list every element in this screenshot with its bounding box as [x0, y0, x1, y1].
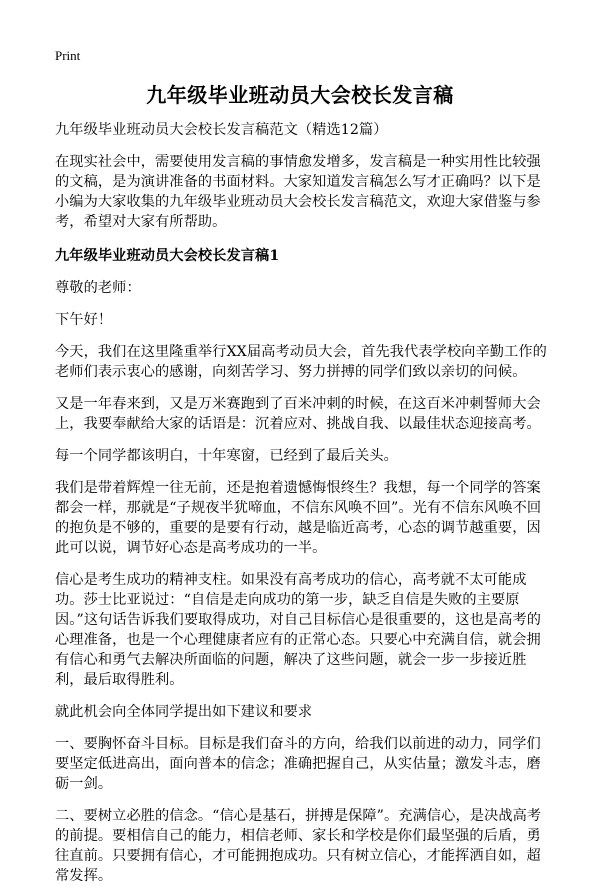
section-heading: 九年级毕业班动员大会校长发言稿1 [55, 248, 280, 264]
paragraph-body: 今天，我们在这里隆重举行XX届高考动员大会，首先我代表学校向辛勤工作的老师们表示衷心的感谢，向刻苦学习、努力拼搏的同学们致以亲切的问候。 [55, 344, 547, 380]
document-subtitle: 九年级毕业班动员大会校长发言稿范文（精选12篇） [55, 122, 388, 138]
intro-paragraph: 在现实社会中，需要使用发言稿的事情愈发增多，发言稿是一种实用性比较强的文稿，是为演讲准备的书面材料。大家知道发言稿怎么写才正确吗？以下是小编为大家收集的九年级毕业班动员大会校长发言稿范文，欢迎大家借鉴与参考，希望对大家有所帮助。 [55, 154, 541, 230]
paragraph-greeting: 下午好！ [55, 312, 113, 328]
print-link[interactable]: Print [55, 48, 81, 63]
paragraph-body: 二、要树立必胜的信念。“信心是基石，拼搏是保障”。充满信心，是决战高考的前提。要相信自己的能力，相信老师、家长和学校是你们最坚强的后盾，勇往直前。只要拥有信心，才可能拥抱成功。只有树立信心，才能挥洒自如，超常发挥。 [55, 808, 542, 884]
paragraph-body: 我们是带着辉煌一往无前，还是抱着遗憾悔恨终生？我想，每一个同学的答案都会一样，那就是“子规夜半犹啼血，不信东风唤不回”。光有不信东风唤不回的抱负是不够的，重要的是要有行动，越是临近高考，心态的调节越重要，因此可以说，调节好心态是高考成功的一半。 [55, 480, 542, 556]
paragraph-salutation: 尊敬的老师： [55, 280, 141, 296]
paragraph-body: 一、要胸怀奋斗目标。目标是我们奋斗的方向，给我们以前进的动力，同学们要坚定低进高出，面向普本的信念；准确把握自己，从实估量；激发斗志，磨砺一剑。 [55, 736, 541, 792]
document-body [55, 120, 553, 886]
paragraph-body: 信心是考生成功的精神支柱。如果没有高考成功的信心，高考就不太可能成功。莎士比亚说过：“自信是走向成功的第一步，缺乏自信是失败的主要原因。”这句话告诉我们要取得成功，对自己目标信心是很重要的，这也是高考的心理准备，也是一个心理健康者应有的正常心态。只要心中充满自信，就会拥有信心和勇气去解决所面临的问题，解决了这些问题，就会一步一步接近胜利，最后取得胜利。 [55, 572, 542, 688]
paragraph-body: 每一个同学都该明白，十年寒窗，已经到了最后关头。 [55, 448, 398, 464]
paragraph-body: 就此机会向全体同学提出如下建议和要求 [55, 704, 313, 720]
paragraph-body: 又是一年春来到，又是万米赛跑到了百米冲刺的时候，在这百米冲刺誓师大会上，我要奉献给大家的话语是：沉着应对、挑战自我、以最佳状态迎接高考。 [55, 396, 541, 432]
page-title: 九年级毕业班动员大会校长发言稿 [146, 83, 454, 107]
